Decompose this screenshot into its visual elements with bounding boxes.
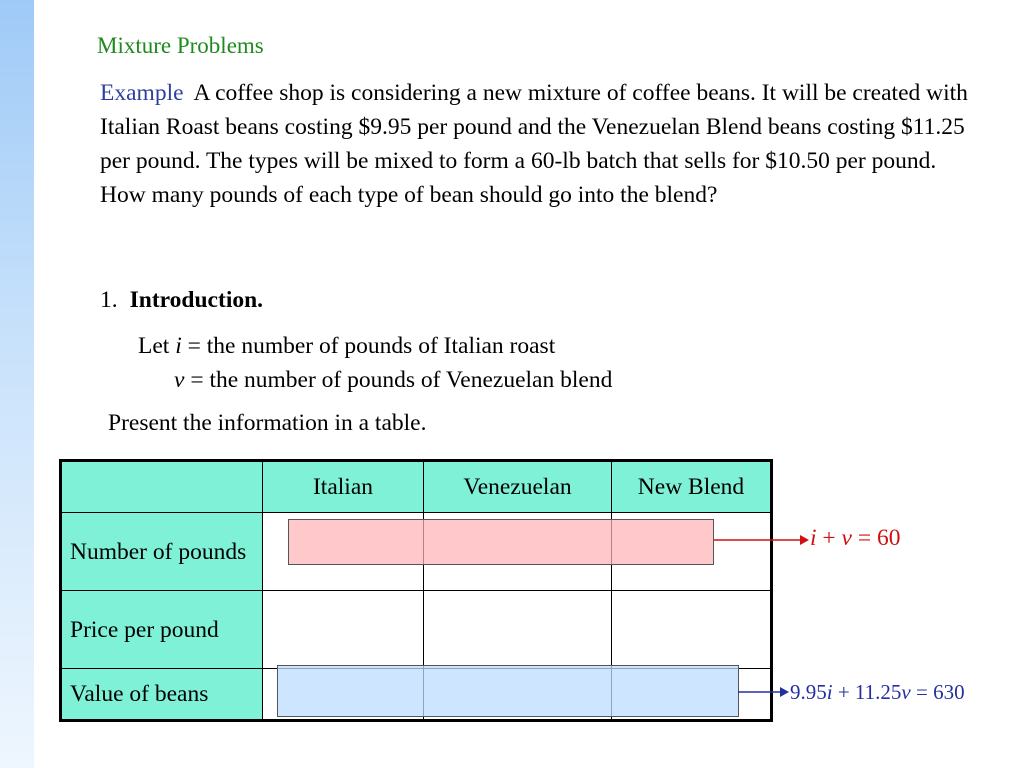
definition-line-v [174,367,612,394]
table-header-row [61,461,772,513]
var-i: i [175,333,182,359]
header-cell-empty [61,461,263,513]
definition-line-i [138,333,555,360]
var-v: v [174,367,185,393]
table-row [61,591,772,669]
value-highlight-bar [277,665,739,717]
table-cell [263,591,424,669]
step-title: Introduction. [129,287,264,313]
example-label: Example [100,80,184,106]
equation-total-value: 9.95i + 11.25v = 630 [790,680,965,704]
row-label-value-of-beans: Value of beans [61,669,263,721]
step-number: 1. [100,287,118,313]
table-cell [612,591,772,669]
slide-title: Mixture Problems [97,33,264,58]
example-paragraph [100,76,985,212]
equation-total-pounds: i + v = 60 [810,525,901,551]
let-word: Let [138,333,176,359]
row-label-price-per-pound: Price per pound [61,591,263,669]
definition-v-text: = the number of pounds of Venezuelan blend [184,367,613,393]
present-instruction: Present the information in a table. [108,410,427,436]
definition-i-text: = the number of pounds of Italian roast [181,333,556,359]
header-cell-italian: Italian [263,461,424,513]
side-gradient-band [0,0,34,768]
table-cell [424,591,612,669]
header-cell-new-blend: New Blend [612,461,772,513]
arrow-right-icon [738,682,790,702]
example-text: A coffee shop is considering a new mixture of coffee beans. It will be created with Italian Roast beans costing $9.95 per pound and the Venezuelan Blend beans costing $11.25 per pound. The types will be mixed to form a 60-lb batch that sells for $10.50 per pound. How many pounds of each type of bean should go into the blend? [100,80,968,208]
row-label-number-of-pounds: Number of pounds [61,513,263,591]
arrow-right-icon [714,530,810,550]
header-cell-venezuelan: Venezuelan [424,461,612,513]
pounds-highlight-bar [288,519,714,565]
step-heading [100,287,263,314]
